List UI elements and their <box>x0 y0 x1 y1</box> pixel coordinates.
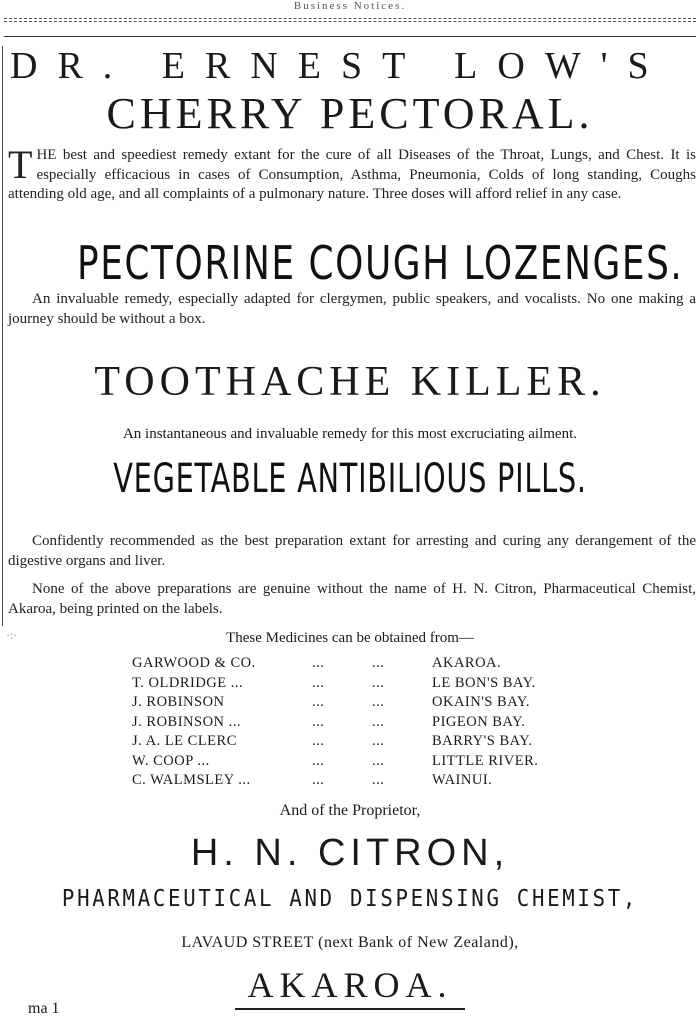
agents-list <box>132 654 572 791</box>
agent-place: LE BON'S BAY. <box>432 674 536 691</box>
genuine-notice: None of the above preparations are genuine without the name of H. N. Citron, Pharmaceutical Chemist, Akaroa, being printed on the labels. <box>8 581 696 617</box>
footer-mark: ma 1 <box>28 1000 60 1017</box>
lozenges-description: An invaluable remedy, especially adapted for clergymen, public speakers, and vocalists. No one making a journey should be without a box. <box>8 291 696 327</box>
agent-name: W. COOP ... <box>132 752 210 769</box>
agent-leader: ... <box>312 674 325 691</box>
agent-place: AKAROA. <box>432 655 502 671</box>
toothache-description: An instantaneous and invaluable remedy for this most excruciating ailment. <box>122 426 578 442</box>
agent-place: OKAIN'S BAY. <box>432 694 531 710</box>
doctor-name-text: DR. ERNEST LOW'S <box>10 45 669 87</box>
top-wavy-rule <box>4 18 696 19</box>
agent-leader: ... <box>312 694 325 710</box>
agent-leader: ... <box>312 655 325 671</box>
obtained-from-line: These Medicines can be obtained from— <box>226 630 474 646</box>
proprietor-name: H. N. CITRON, <box>190 832 510 874</box>
agent-leader: ... <box>372 733 385 749</box>
agent-leader: ... <box>312 772 325 788</box>
agent-leader: ... <box>372 655 385 671</box>
agent-name: C. WALMSLEY ... <box>132 772 251 788</box>
agent-leader: ... <box>372 772 385 788</box>
section-header: Business Notices. <box>293 0 407 12</box>
agent-row <box>132 732 572 752</box>
proprietor-title: PHARMACEUTICAL AND DISPENSING CHEMIST, <box>61 886 639 912</box>
toothache-heading: TOOTHACHE KILLER. <box>94 359 606 405</box>
agent-leader: ... <box>312 713 325 730</box>
agent-name: GARWOOD & CO. <box>132 655 256 671</box>
town-name: AKAROA. <box>247 965 453 1005</box>
agent-row <box>132 693 572 713</box>
agent-leader: ... <box>372 694 385 710</box>
lozenges-heading: PECTORINE COUGH LOZENGES. <box>77 236 684 290</box>
pills-description: Confidently recommended as the best preparation extant for arresting and curing any derangement of the digestive organs and liver. <box>8 533 696 569</box>
doctor-name-heading <box>10 44 690 88</box>
pills-heading: VEGETABLE ANTIBILIOUS PILLS. <box>113 456 587 502</box>
proprietor-line: And of the Proprietor, <box>279 802 421 819</box>
agent-leader: ... <box>372 752 385 769</box>
print-smudge: ·:· <box>6 628 18 642</box>
agent-leader: ... <box>312 733 325 749</box>
agent-name: J. A. LE CLERC <box>132 733 237 749</box>
agent-place: LITTLE RIVER. <box>432 752 539 769</box>
agent-place: PIGEON BAY. <box>432 713 526 730</box>
agent-name: J. ROBINSON <box>132 694 225 710</box>
pectoral-description <box>8 142 696 205</box>
top-rule <box>4 36 696 37</box>
agent-row <box>132 713 572 733</box>
town-underline <box>235 1008 465 1010</box>
agent-row <box>132 654 572 674</box>
agent-row <box>132 674 572 694</box>
drop-cap: T <box>8 142 33 187</box>
agent-leader: ... <box>372 713 385 730</box>
product-title: CHERRY PECTORAL. <box>106 89 594 138</box>
agent-leader: ... <box>312 752 325 769</box>
agent-place: WAINUI. <box>432 772 493 788</box>
agent-place: BARRY'S BAY. <box>432 733 533 749</box>
agent-leader: ... <box>372 674 385 691</box>
agent-row <box>132 752 572 772</box>
top-wavy-rule-2 <box>4 21 696 22</box>
agent-row <box>132 771 572 791</box>
pectoral-body: HE best and speediest remedy extant for the cure of all Diseases of the Throat, Lungs, and Chest. It is especially efficacious in cases of Consumption, Asthma, Pneumonia, Colds of long standing, Coughs attending old age, and all complaints of a pulmonary nature. Three doses will afford relief in any case. <box>8 147 696 202</box>
agent-name: J. ROBINSON ... <box>132 713 242 730</box>
agent-name: T. OLDRIDGE ... <box>132 674 244 691</box>
address-line: LAVAUD STREET (next Bank of New Zealand), <box>181 934 519 951</box>
